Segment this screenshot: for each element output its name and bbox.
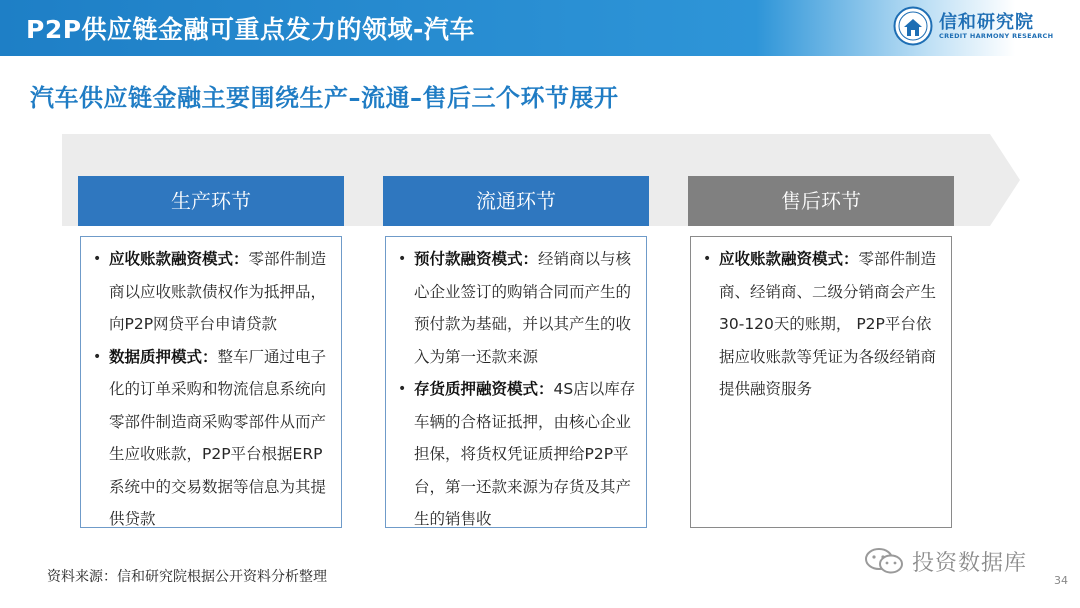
item-label: 应收账款融资模式： (719, 250, 859, 268)
stage-box-aftersales (690, 236, 952, 528)
item-text: 零部件制造商、经销商、二级分销商会产生30-120天的账期， P2P平台依据应收账款等凭证为各级经销商提供融资服务 (719, 250, 937, 398)
seal-icon (893, 6, 933, 46)
item-text: 零部件制造商以应收账款债权作为抵押品，向P2P网贷平台申请贷款 (109, 250, 327, 333)
item-label: 数据质押模式： (109, 347, 218, 366)
list-item (396, 243, 636, 373)
page-number: 34 (1054, 574, 1068, 587)
list-item (91, 243, 331, 341)
stage-header-production: 生产环节 (78, 176, 344, 226)
item-label: 存货质押融资模式： (414, 380, 554, 398)
item-label: 应收账款融资模式： (109, 250, 249, 268)
bullet-icon: • (398, 251, 407, 267)
bullet-icon: • (93, 348, 102, 365)
list-item (396, 373, 636, 536)
stage-box-circulation (385, 236, 647, 528)
bullet-icon: • (398, 381, 407, 397)
slide-title: P2P供应链金融可重点发力的领域-汽车 (26, 15, 475, 44)
wechat-watermark (862, 544, 1052, 578)
watermark-text: 投资数据库 (912, 551, 1028, 576)
item-text: 4S店以库存车辆的合格证抵押，由核心企业担保，将货权凭证质押给P2P平台，第一还款来源为存货及其产生的销售收 (414, 380, 636, 528)
logo-name: 信和研究院 (939, 12, 1034, 33)
stage-box-production (80, 236, 342, 528)
item-text: 经销商以与核心企业签订的购销合同而产生的预付款为基础，并以其产生的收入为第一还款来源 (414, 250, 632, 366)
institute-logo (893, 6, 1073, 48)
logo-subtitle: CREDIT HARMONY RESEARCH (939, 32, 1054, 40)
item-label: 预付款融资模式： (414, 250, 539, 268)
bullet-icon: • (93, 251, 102, 267)
header-bar (0, 0, 1080, 56)
bullet-icon: • (703, 251, 712, 267)
stage-header-aftersales: 售后环节 (688, 176, 954, 226)
item-text: 整车厂通过电子化的订单采购和物流信息系统向零部件制造商采购零部件从而产生应收账款，P2P平台根据ERP系统中的交易数据等信息为其提供贷款 (109, 347, 327, 528)
wechat-icon (862, 546, 906, 576)
stage-header-circulation: 流通环节 (383, 176, 649, 226)
list-item (91, 341, 331, 536)
list-item (701, 243, 941, 406)
source-note: 资料来源：信和研究院根据公开资料分析整理 (47, 569, 327, 585)
section-subtitle: 汽车供应链金融主要围绕生产–流通–售后三个环节展开 (30, 84, 619, 112)
